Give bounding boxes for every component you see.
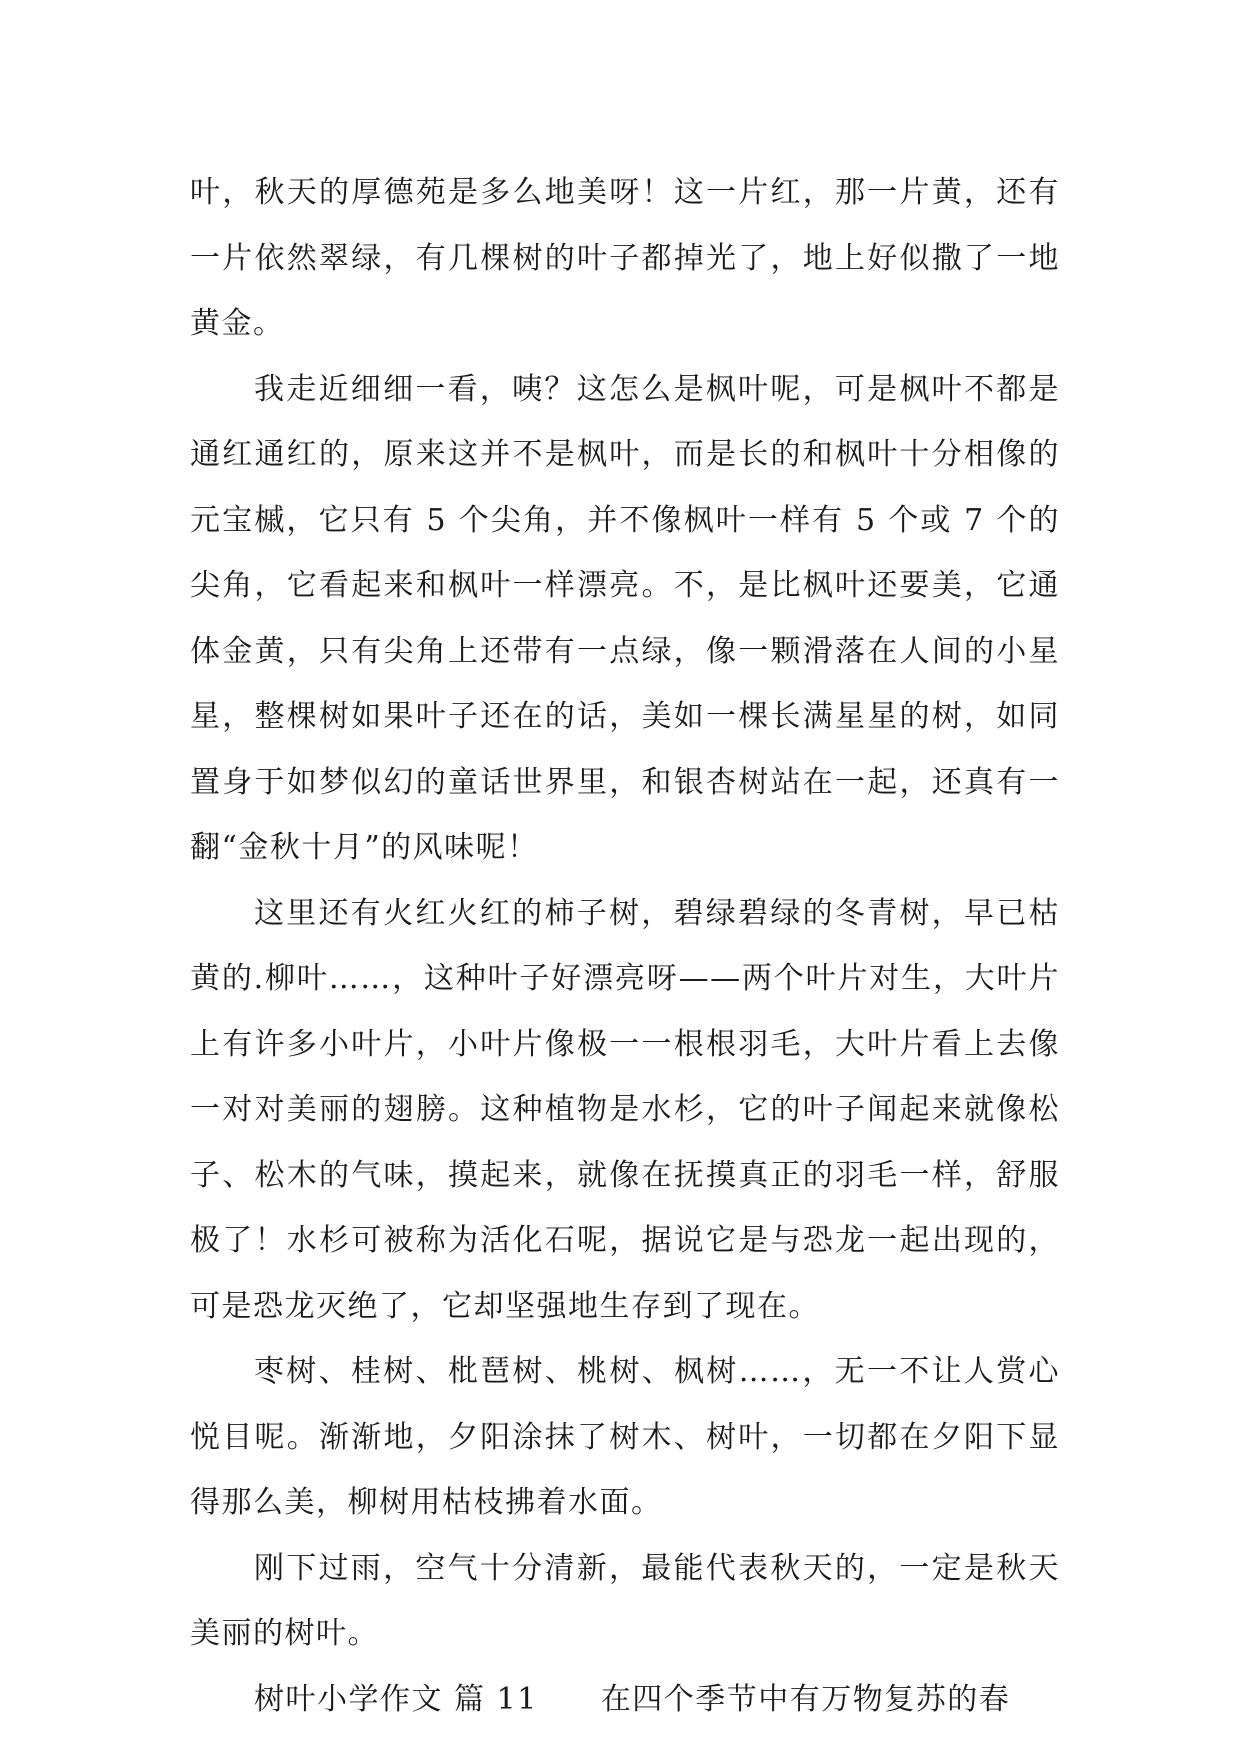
paragraph-5: 刚下过雨，空气十分清新，最能代表秋天的，一定是秋天美丽的树叶。 [190,1550,1060,1651]
paragraph-4: 枣树、桂树、枇琶树、桃树、枫树……，无一不让人赏心悦目呢。渐渐地，夕阳涂抹了树木、树叶，一切都在夕阳下显得那么美，柳树用枯枝拂着水面。 [190,1354,1060,1520]
paragraph-2: 我走近细细一看，咦？这怎么是枫叶呢，可是枫叶不都是通红通红的，原来这并不是枫叶，而是长的和枫叶十分相像的元宝槭，它只有 5 个尖角，并不像枫叶一样有 5 个或 7 个的尖角，它看起来和枫叶一样漂亮。不，是比枫叶还要美，它通体金黄，只有尖角上还带有一点绿，像一颗滑落在人间的小星星，整棵树如果叶子还在的话，美如一棵长满星星的树，如同置身于如梦似幻的童话世界里，和银杏树站在一起，还真有一翻“金秋十月”的风味呢！ [190,371,1060,865]
document-body [190,160,1060,1732]
paragraph-1: 叶，秋天的厚德苑是多么地美呀！这一片红，那一片黄，还有一片依然翠绿，有几棵树的叶子都掉光了，地上好似撒了一地黄金。 [190,175,1060,341]
paragraph-3: 这里还有火红火红的柿子树，碧绿碧绿的冬青树，早已枯黄的.柳叶……，这种叶子好漂亮呀——两个叶片对生，大叶片上有许多小叶片，小叶片像极一一根根羽毛，大叶片看上去像一对对美丽的翅膀。这种植物是水杉，它的叶子闻起来就像松子、松木的气味，摸起来，就像在抚摸真正的羽毛一样，舒服极了！水杉可被称为活化石呢，据说它是与恐龙一起出现的，可是恐龙灭绝了，它却坚强地生存到了现在。 [190,895,1060,1324]
section-heading-line: 树叶小学作文 篇 11 在四个季节中有万物复苏的春 [254,1681,1011,1717]
